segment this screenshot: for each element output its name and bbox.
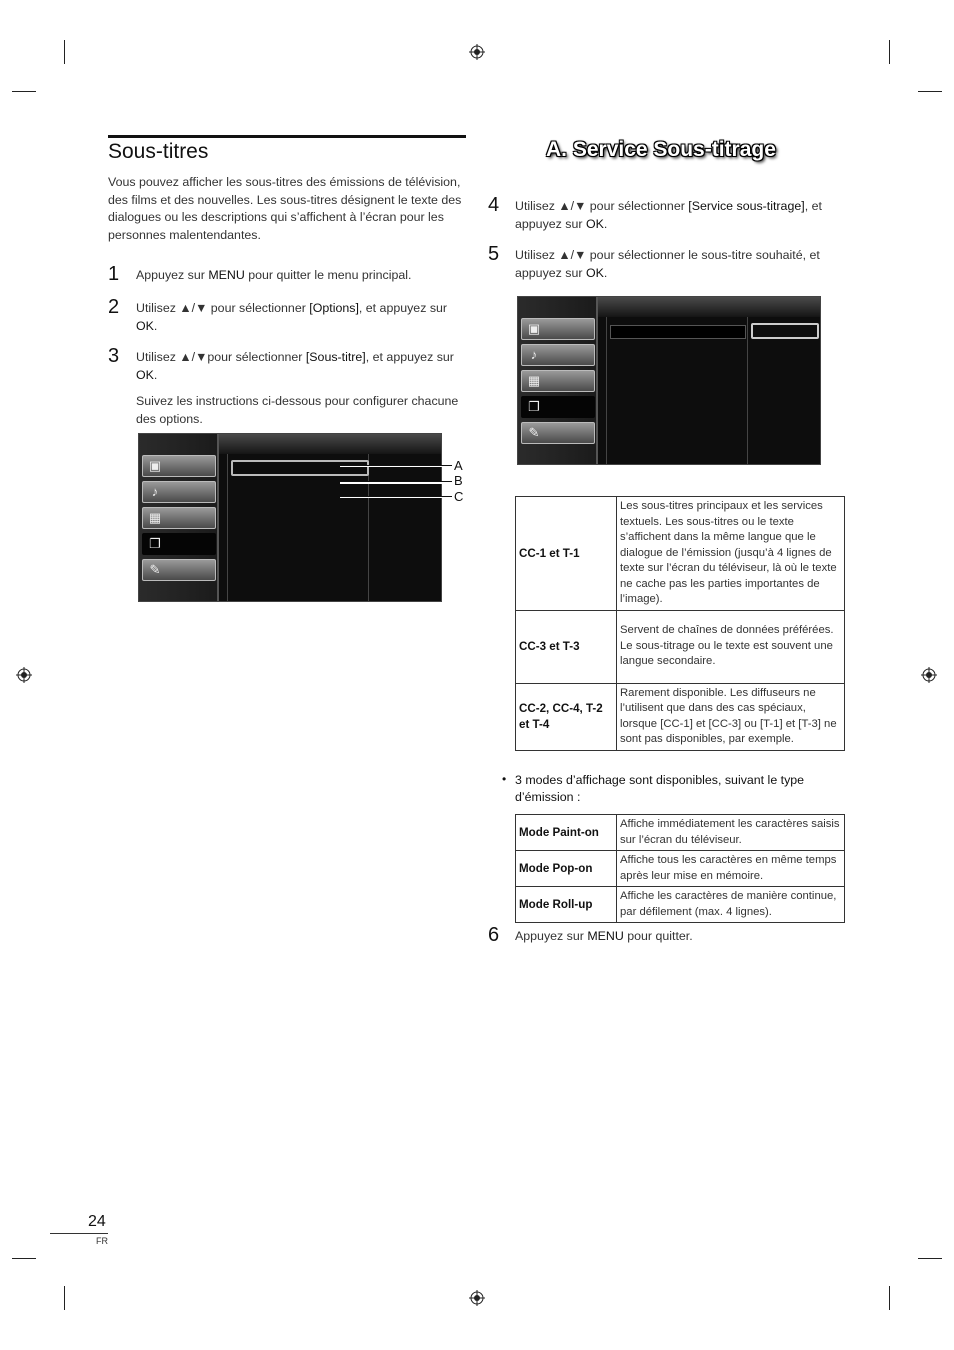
callout-label: A [454,458,463,473]
step-text: Appuyez sur MENU pour quitter le menu principal. [136,268,412,282]
picture-icon: ▣ [527,321,541,336]
crop-mark [12,1258,36,1259]
callout-label: B [454,473,463,488]
menu-highlight[interactable] [231,460,369,476]
menu-tab-setup[interactable] [142,507,216,529]
registration-mark-icon [16,667,32,683]
callout-line [340,496,452,497]
crop-mark [64,40,65,64]
step-number: 4 [488,194,500,216]
callout-line [340,481,452,482]
table-cell-desc: Servent de chaînes de données préférées. Le sous-titrage ou le texte est souvent une langue secondaire. [617,610,845,683]
crop-mark [12,91,36,92]
menu-tab-language[interactable] [142,559,216,581]
tv-menu-screen [138,433,442,602]
table-cell-desc: Les sous-titres principaux et les services textuels. Les sous-titres ou le texte s’affichent dans la même langue que le dialogue de l’émission (jusqu’à 4 lignes de texte sur l’écran du téléviseur, là où le texte ne cache pas les parties importantes de l’image). [617,497,845,611]
table-cell-head: CC-2, CC-4, T-2 et T-4 [516,683,617,750]
caption-service-table [515,496,845,751]
registration-mark-icon [921,667,937,683]
bullet-dot: • [502,772,507,786]
menu-option-highlight[interactable] [751,323,819,339]
step-text: Utilisez ▲/▼ pour sélectionner le sous-titre souhaité, et appuyez sur OK. [515,248,820,280]
menu-tab-language[interactable] [521,422,595,444]
sound-icon: ♪ [151,484,159,499]
intro-paragraph: Vous pouvez afficher les sous-titres des émissions de télévision, des films et des nouvelles. Les sous-titres désignent le texte des dialogues ou les descriptions qui s’affichent à l’écran pour les personnes malentendantes. [108,175,462,242]
menu-tab-sound[interactable] [142,481,216,503]
menu-tab-options[interactable] [142,533,216,555]
table-cell-head: Mode Roll-up [516,887,617,923]
setup-icon: ▦ [527,373,541,388]
crop-mark [889,1286,890,1310]
crop-mark [918,91,942,92]
table-row [516,851,845,887]
sound-icon: ♪ [530,347,538,362]
menu-tab-picture[interactable] [142,455,216,477]
table-cell-head: CC-1 et T-1 [516,497,617,611]
table-cell-head: Mode Paint-on [516,815,617,851]
step-text: Appuyez sur MENU pour quitter. [515,929,693,943]
section-heading: A. Service Sous-titrage [546,138,776,161]
callout-label: C [454,489,464,504]
callout-line [340,465,452,466]
table-row [516,497,845,611]
language-icon: ✎ [528,425,540,440]
table-cell-head: CC-3 et T-3 [516,610,617,683]
crop-mark [918,1258,942,1259]
table-cell-desc: Affiche immédiatement les caractères saisis sur l’écran du téléviseur. [617,815,845,851]
menu-tab-setup[interactable] [521,370,595,392]
step-number: 3 [108,345,120,367]
options-icon: ❐ [528,399,540,414]
language-code: FR [96,1236,108,1246]
options-icon: ❐ [149,536,161,551]
step-number: 5 [488,243,500,265]
picture-icon: ▣ [148,458,162,473]
crop-mark [64,1286,65,1310]
step-text: Utilisez ▲/▼pour sélectionner [Sous-titre], et appuyez sur OK. [136,350,454,382]
menu-selected-row[interactable] [610,325,746,339]
step-number: 1 [108,263,120,285]
table-cell-desc: Rarement disponible. Les diffuseurs ne l’utilisent que dans des cas spéciaux, lorsque [CC-1] et [CC-3] ou [T-1] et [T-3] ne sont pas disponibles, par exemple. [617,683,845,750]
crop-mark [889,40,890,64]
table-row [516,683,845,750]
step-note: Suivez les instructions ci-dessous pour configurer chacune des options. [136,394,459,426]
table-cell-desc: Affiche les caractères de manière continue, par défilement (max. 4 lignes). [617,887,845,923]
step-number: 2 [108,296,120,318]
language-icon: ✎ [149,562,161,577]
step-number: 6 [488,924,500,946]
table-cell-desc: Affiche tous les caractères en même temps après leur mise en mémoire. [617,851,845,887]
menu-tab-options[interactable] [521,396,595,418]
footer-rule [50,1233,108,1234]
registration-mark-icon [469,44,485,60]
table-row [516,887,845,923]
setup-icon: ▦ [148,510,162,525]
registration-mark-icon [469,1290,485,1306]
section-rule [108,135,466,138]
display-mode-table [515,814,845,923]
step-text: Utilisez ▲/▼ pour sélectionner [Options], et appuyez sur OK. [136,301,448,333]
table-row [516,610,845,683]
table-row [516,815,845,851]
page-number: 24 [88,1213,106,1230]
section-title: Sous-titres [108,140,209,163]
menu-tab-sound[interactable] [521,344,595,366]
bullet-text: 3 modes d’affichage sont disponibles, suivant le type d’émission : [515,773,805,804]
tv-menu-screen [517,296,821,465]
table-cell-head: Mode Pop-on [516,851,617,887]
step-text: Utilisez ▲/▼ pour sélectionner [Service sous-titrage], et appuyez sur OK. [515,199,822,231]
menu-tab-picture[interactable] [521,318,595,340]
